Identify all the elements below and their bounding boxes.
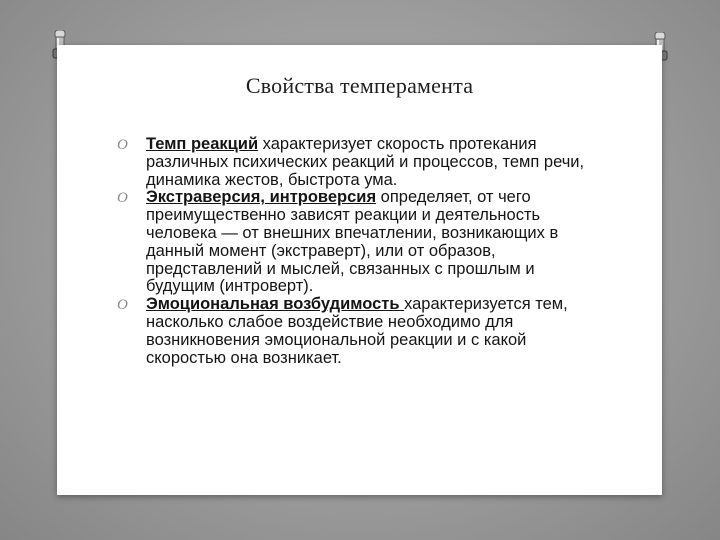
list-item-text (146, 296, 597, 367)
term-description: характеризуется тем, насколько слабое воздействие необходимо для возникновения эмоциональной реакции и с какой скоростью она возникает. (146, 295, 568, 367)
term-label: Темп реакций (146, 135, 259, 153)
term-description: определяет, от чего преимущественно зависят реакции и деятельность человека — от внешних впечатлении, возникающих в данный момент (экстраверт), или от образов, представлений и мыслей, связанных с прошлым и будущим (интроверт). (146, 188, 559, 296)
list-item-text (146, 189, 597, 296)
list-item-text (146, 136, 597, 189)
bullet-list (117, 136, 597, 367)
term-label: Экстраверсия, интроверсия (146, 188, 377, 207)
list-item (117, 136, 597, 189)
list-item (117, 296, 597, 367)
bullet-icon: O (117, 190, 128, 207)
term-description: характеризует скорость протекания различных психических реакций и процессов, темп речи, динамика жестов, быстрота ума. (146, 135, 585, 189)
slide-card (57, 45, 662, 495)
slide-title: Свойства темперамента (245, 73, 474, 98)
term-label: Эмоциональная возбудимость (146, 295, 405, 314)
bullet-icon: O (117, 137, 128, 153)
list-item (117, 189, 597, 296)
bullet-icon: O (117, 297, 128, 314)
